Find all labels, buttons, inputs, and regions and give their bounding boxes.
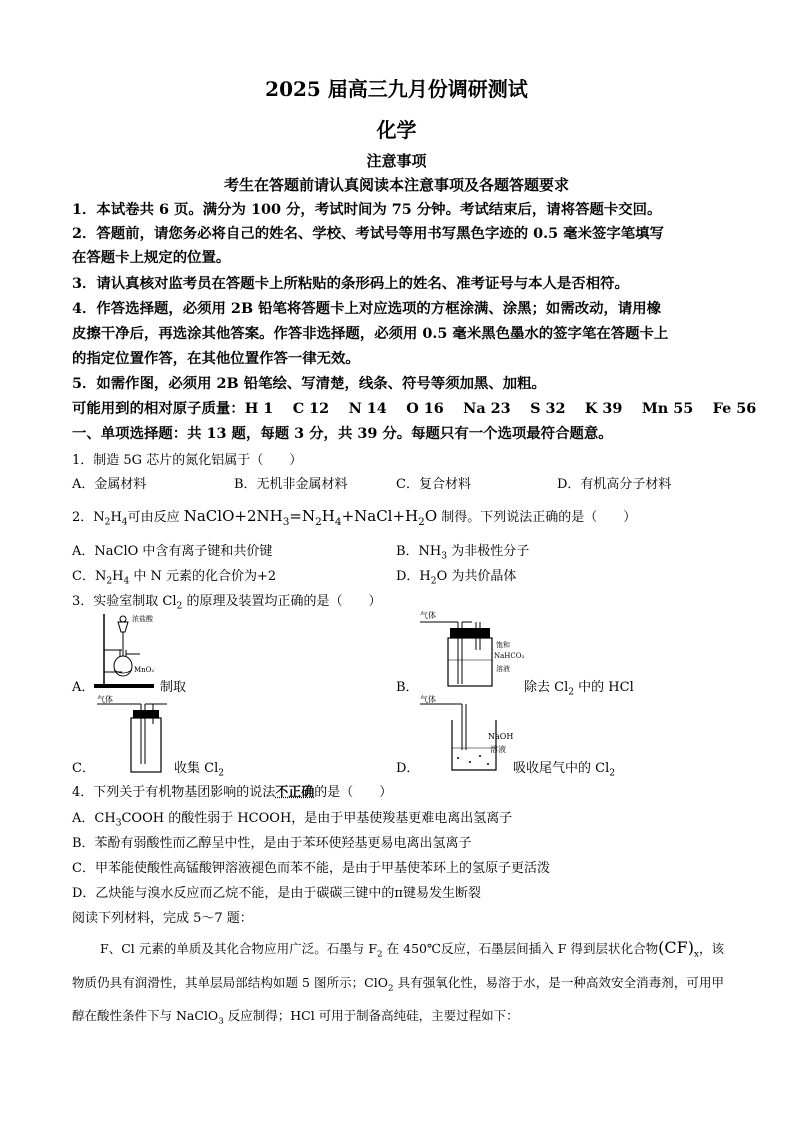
q3-option-c-caption: 收集 $Cl_2$ (174, 761, 225, 779)
notice-item-2-line2: 在答题卡上规定的位置。 (72, 249, 231, 266)
q4-option-b: B．苯酚有弱酸性而乙醇呈中性，是由于苯环使羟基更易电离出氢离子 (72, 836, 472, 851)
q3-fig-a-label-hcl: 浓盐酸 (132, 615, 153, 623)
q4-option-a: A．$CH_3COOH$ 的酸性弱于 HCOOH，是由于甲基使羧基更难电离出氢离子 (72, 811, 513, 829)
q4-option-c: C．甲苯能使酸性高锰酸钾溶液褪色而苯不能，是由于甲基使苯环上的氢原子更活泼 (72, 861, 550, 876)
q3-figure-b (418, 610, 525, 690)
q3-option-d-caption: 吸收尾气中的 $Cl_2$ (513, 761, 616, 779)
q3-option-b-label: B． (396, 680, 419, 695)
subject-title: 化学 (376, 118, 417, 142)
q3-figure-d (418, 694, 514, 774)
q1-option-b: B．无机非金属材料 (234, 477, 348, 492)
q2-reaction: $NaClO+2NH_3=N_2H_4+NaCl+H_2O$ (183, 507, 438, 528)
reading-passage: F、Cl 元素的单质及其化合物应用广泛。石墨与 $F_2$ 在 450℃反应，石墨层间插入 F 得到层状化合物$(CF)_x$，该物质仍具有润滑性，其单层局部结构如题 5 图所示；ClO$_2$ 具有强氧化性，易溶于水，是一种高效安全消毒剂，可用甲醇在酸性条件下与 NaClO$_3$ 反应制得；HCl 可用于制备高纯硅，主要过程如下： (72, 938, 724, 1027)
q3-stem: 3．实验室制取 $Cl_2$ 的原理及装置均正确的是（ ） (72, 594, 382, 612)
q3-fig-a-label-mno2: MnO₂ (134, 666, 155, 674)
q2-option-d: D．$H_2O$ 为共价晶体 (396, 569, 517, 587)
q3-fig-b-text1: 饱和 (496, 641, 510, 649)
q1-option-a: A．金属材料 (72, 477, 147, 492)
q4-stem: 4．下列关于有机物基团影响的说法不正确的是（ ） (72, 785, 393, 800)
notice-item-4-line2: 皮擦干净后，再选涂其他答案。作答非选择题，必须用 0.5 毫米黑色墨水的签字笔在答题卡上 (72, 325, 669, 342)
notice-item-1: 1．本试卷共 6 页。满分为 100 分，考试时间为 75 分钟。考试结束后，请将答题卡交回。 (72, 201, 662, 218)
q3-fig-d-text2: 溶液 (490, 745, 506, 754)
q3-option-d-label: D． (396, 761, 420, 776)
q3-fig-b-gas: 气体 (420, 611, 436, 620)
atomic-masses: 可能用到的相对原子质量：H 1 C 12 N 14 O 16 Na 23 S 32 K 39 Mn 55 Fe 56 (72, 400, 757, 417)
q3-option-a-label: A． (72, 680, 95, 695)
notice-item-2-line1: 2．答题前，请您务必将自己的姓名、学校、考试号等用书写黑色字迹的 0.5 毫米签字笔填写 (72, 225, 664, 242)
q2-option-a: A．NaClO 中含有离子键和共价键 (72, 544, 273, 559)
q3-fig-c-gas: 气体 (97, 695, 113, 704)
q3-fig-b-text2: NaHCO₃ (494, 652, 525, 660)
notice-heading: 注意事项 (366, 152, 427, 170)
q3-fig-d-text1: NaOH (488, 732, 514, 741)
q2-option-b: B．$NH_3$ 为非极性分子 (396, 544, 530, 562)
q3-fig-b-text3: 溶液 (496, 665, 510, 673)
notice-item-5: 5．如需作图，必须用 2B 铅笔绘、写清楚，线条、符号等须加黑、加粗。 (72, 375, 546, 392)
notice-item-3: 3．请认真核对监考员在答题卡上所粘贴的条形码上的姓名、准考证号与本人是否相符。 (72, 275, 629, 292)
q3-fig-d-gas: 气体 (420, 695, 436, 704)
notice-subheading: 考生在答题前请认真阅读本注意事项及各题答题要求 (223, 176, 569, 194)
exam-title: 2025 届高三九月份调研测试 (265, 77, 528, 101)
notice-item-4-line3: 的指定位置作答，在其他位置作答一律无效。 (72, 350, 360, 367)
q1-option-c: C．复合材料 (396, 477, 471, 492)
q2-stem: 2．$N_2H_4$可由反应 $NaClO+2NH_3=N_2H_4+NaCl+H_2O$ 制得。下列说法正确的是（ ） (72, 507, 637, 528)
q1-stem: 1．制造 5G 芯片的氮化铝属于（ ） (72, 453, 303, 468)
notice-item-4-line1: 4．作答选择题，必须用 2B 铅笔将答题卡上对应选项的方框涂满、涂黑；如需改动，请用橡 (72, 300, 662, 317)
q3-option-a-caption: 制取 (160, 680, 187, 695)
section-1-heading: 一、单项选择题：共 13 题，每题 3 分，共 39 分。每题只有一个选项最符合题意。 (72, 425, 613, 442)
q3-figure-c (95, 694, 175, 774)
q1-option-d: D．有机高分子材料 (557, 477, 672, 492)
q3-option-c-label: C． (72, 761, 95, 776)
q3-option-b-caption: 除去 $Cl_2$ 中的 HCl (524, 680, 634, 698)
q4-option-d: D．乙炔能与溴水反应而乙烷不能，是由于碳碳三键中的π键易发生断裂 (72, 886, 481, 901)
reading-intro: 阅读下列材料，完成 5～7 题： (72, 911, 253, 926)
q2-option-c: C．$N_2H_4$ 中 N 元素的化合价为+2 (72, 569, 277, 587)
